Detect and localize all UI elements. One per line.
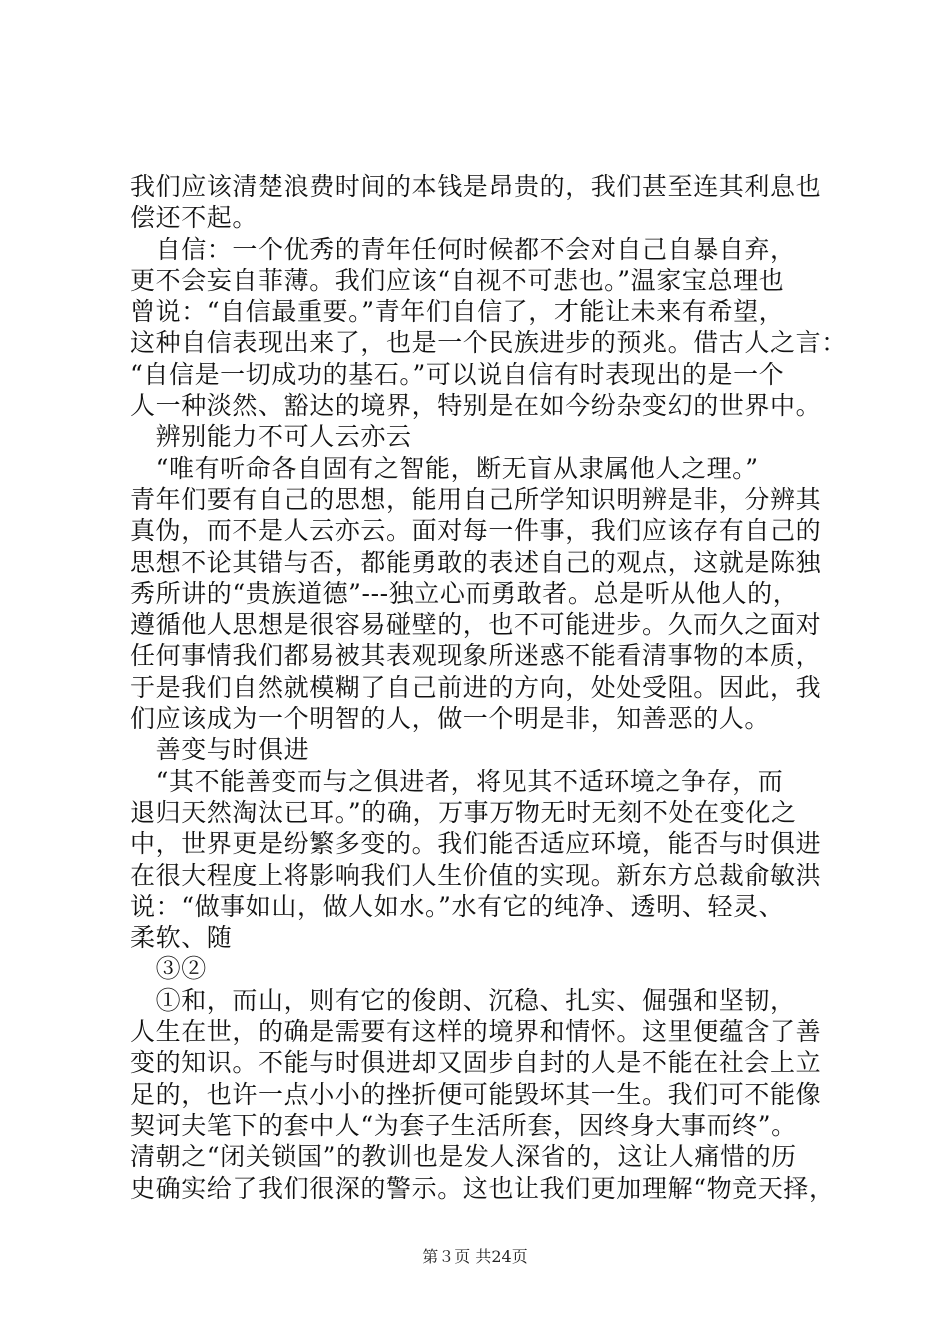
text-line: 柔软、随 — [130, 923, 233, 953]
text-line: 于是我们自然就模糊了自己前进的方向，处处受阻。因此，我 — [130, 672, 822, 702]
section-heading: 善变与时俱进 — [130, 735, 310, 765]
page-number: 第３页 共24页 — [422, 1247, 528, 1266]
text-line: “唯有听命各自固有之智能，断无盲从隶属他人之理。” — [130, 453, 759, 483]
text-line: 思想不论其错与否，都能勇敢的表述自己的观点，这就是陈独 — [130, 547, 822, 577]
text-line: 任何事情我们都易被其表观现象所迷惑不能看清事物的本质， — [130, 641, 822, 671]
text-line: 曾说：“自信最重要。”青年们自信了，才能让未来有希望， — [130, 297, 785, 327]
text-line: 更不会妄自菲薄。我们应该“自视不可悲也。”温家宝总理也 — [130, 265, 785, 295]
text-line: 青年们要有自己的思想，能用自己所学知识明辨是非，分辨其 — [130, 484, 822, 514]
text-line: 契诃夫笔下的套中人“为套子生活所套，因终身大事而终”。 — [130, 1110, 797, 1140]
text-line: 自信：一个优秀的青年任何时候都不会对自己自暴自弃， — [130, 234, 796, 264]
text-line: 在很大程度上将影响我们人生价值的实现。新东方总裁俞敏洪 — [130, 860, 822, 890]
text-line: 这种自信表现出来了，也是一个民族进步的预兆。借古人之言： — [130, 328, 847, 358]
section-heading: 辨别能力不可人云亦云 — [130, 422, 412, 452]
text-line: “其不能善变而与之俱进者，将见其不适环境之争存，而 — [130, 766, 784, 796]
text-line: 人一种淡然、豁达的境界，特别是在如今纷杂变幻的世界中。 — [130, 391, 822, 421]
document-body — [130, 171, 847, 1204]
text-line: 清朝之“闭关锁国”的教训也是发人深省的，这让人痛惜的历 — [130, 1142, 797, 1172]
text-line: ③② — [130, 954, 207, 984]
text-line: 足的，也许一点小小的挫折便可能毁坏其一生。我们可不能像 — [130, 1079, 822, 1109]
text-line: 真伪，而不是人云亦云。面对每一件事，我们应该存有自己的 — [130, 516, 822, 546]
text-line: “自信是一切成功的基石。”可以说自信有时表现出的是一个 — [130, 359, 785, 389]
text-line: 遵循他人思想是很容易碰壁的，也不可能进步。久而久之面对 — [130, 610, 822, 640]
text-line: 秀所讲的“贵族道德”---独立心而勇敢者。总是听从他人的， — [130, 578, 799, 608]
text-line: 中，世界更是纷繁多变的。我们能否适应环境，能否与时俱进 — [130, 829, 822, 859]
text-line: 们应该成为一个明智的人，做一个明是非，知善恶的人。 — [130, 704, 771, 734]
text-line: ①和，而山，则有它的俊朗、沉稳、扎实、倔强和坚韧， — [130, 985, 796, 1015]
text-line: 人生在世，的确是需要有这样的境界和情怀。这里便蕴含了善 — [130, 1017, 822, 1047]
text-line: 说：“做事如山，做人如水。”水有它的纯净、透明、轻灵、 — [130, 891, 785, 921]
text-line: 变的知识。不能与时俱进却又固步自封的人是不能在社会上立 — [130, 1048, 822, 1078]
text-line: 退归天然淘汰已耳。”的确，万事万物无时无刻不处在变化之 — [130, 797, 797, 827]
text-line: 偿还不起。 — [130, 203, 259, 233]
text-line: 史确实给了我们很深的警示。这也让我们更加理解“物竞天择， — [130, 1173, 835, 1203]
text-line: 我们应该清楚浪费时间的本钱是昂贵的，我们甚至连其利息也 — [130, 172, 822, 201]
